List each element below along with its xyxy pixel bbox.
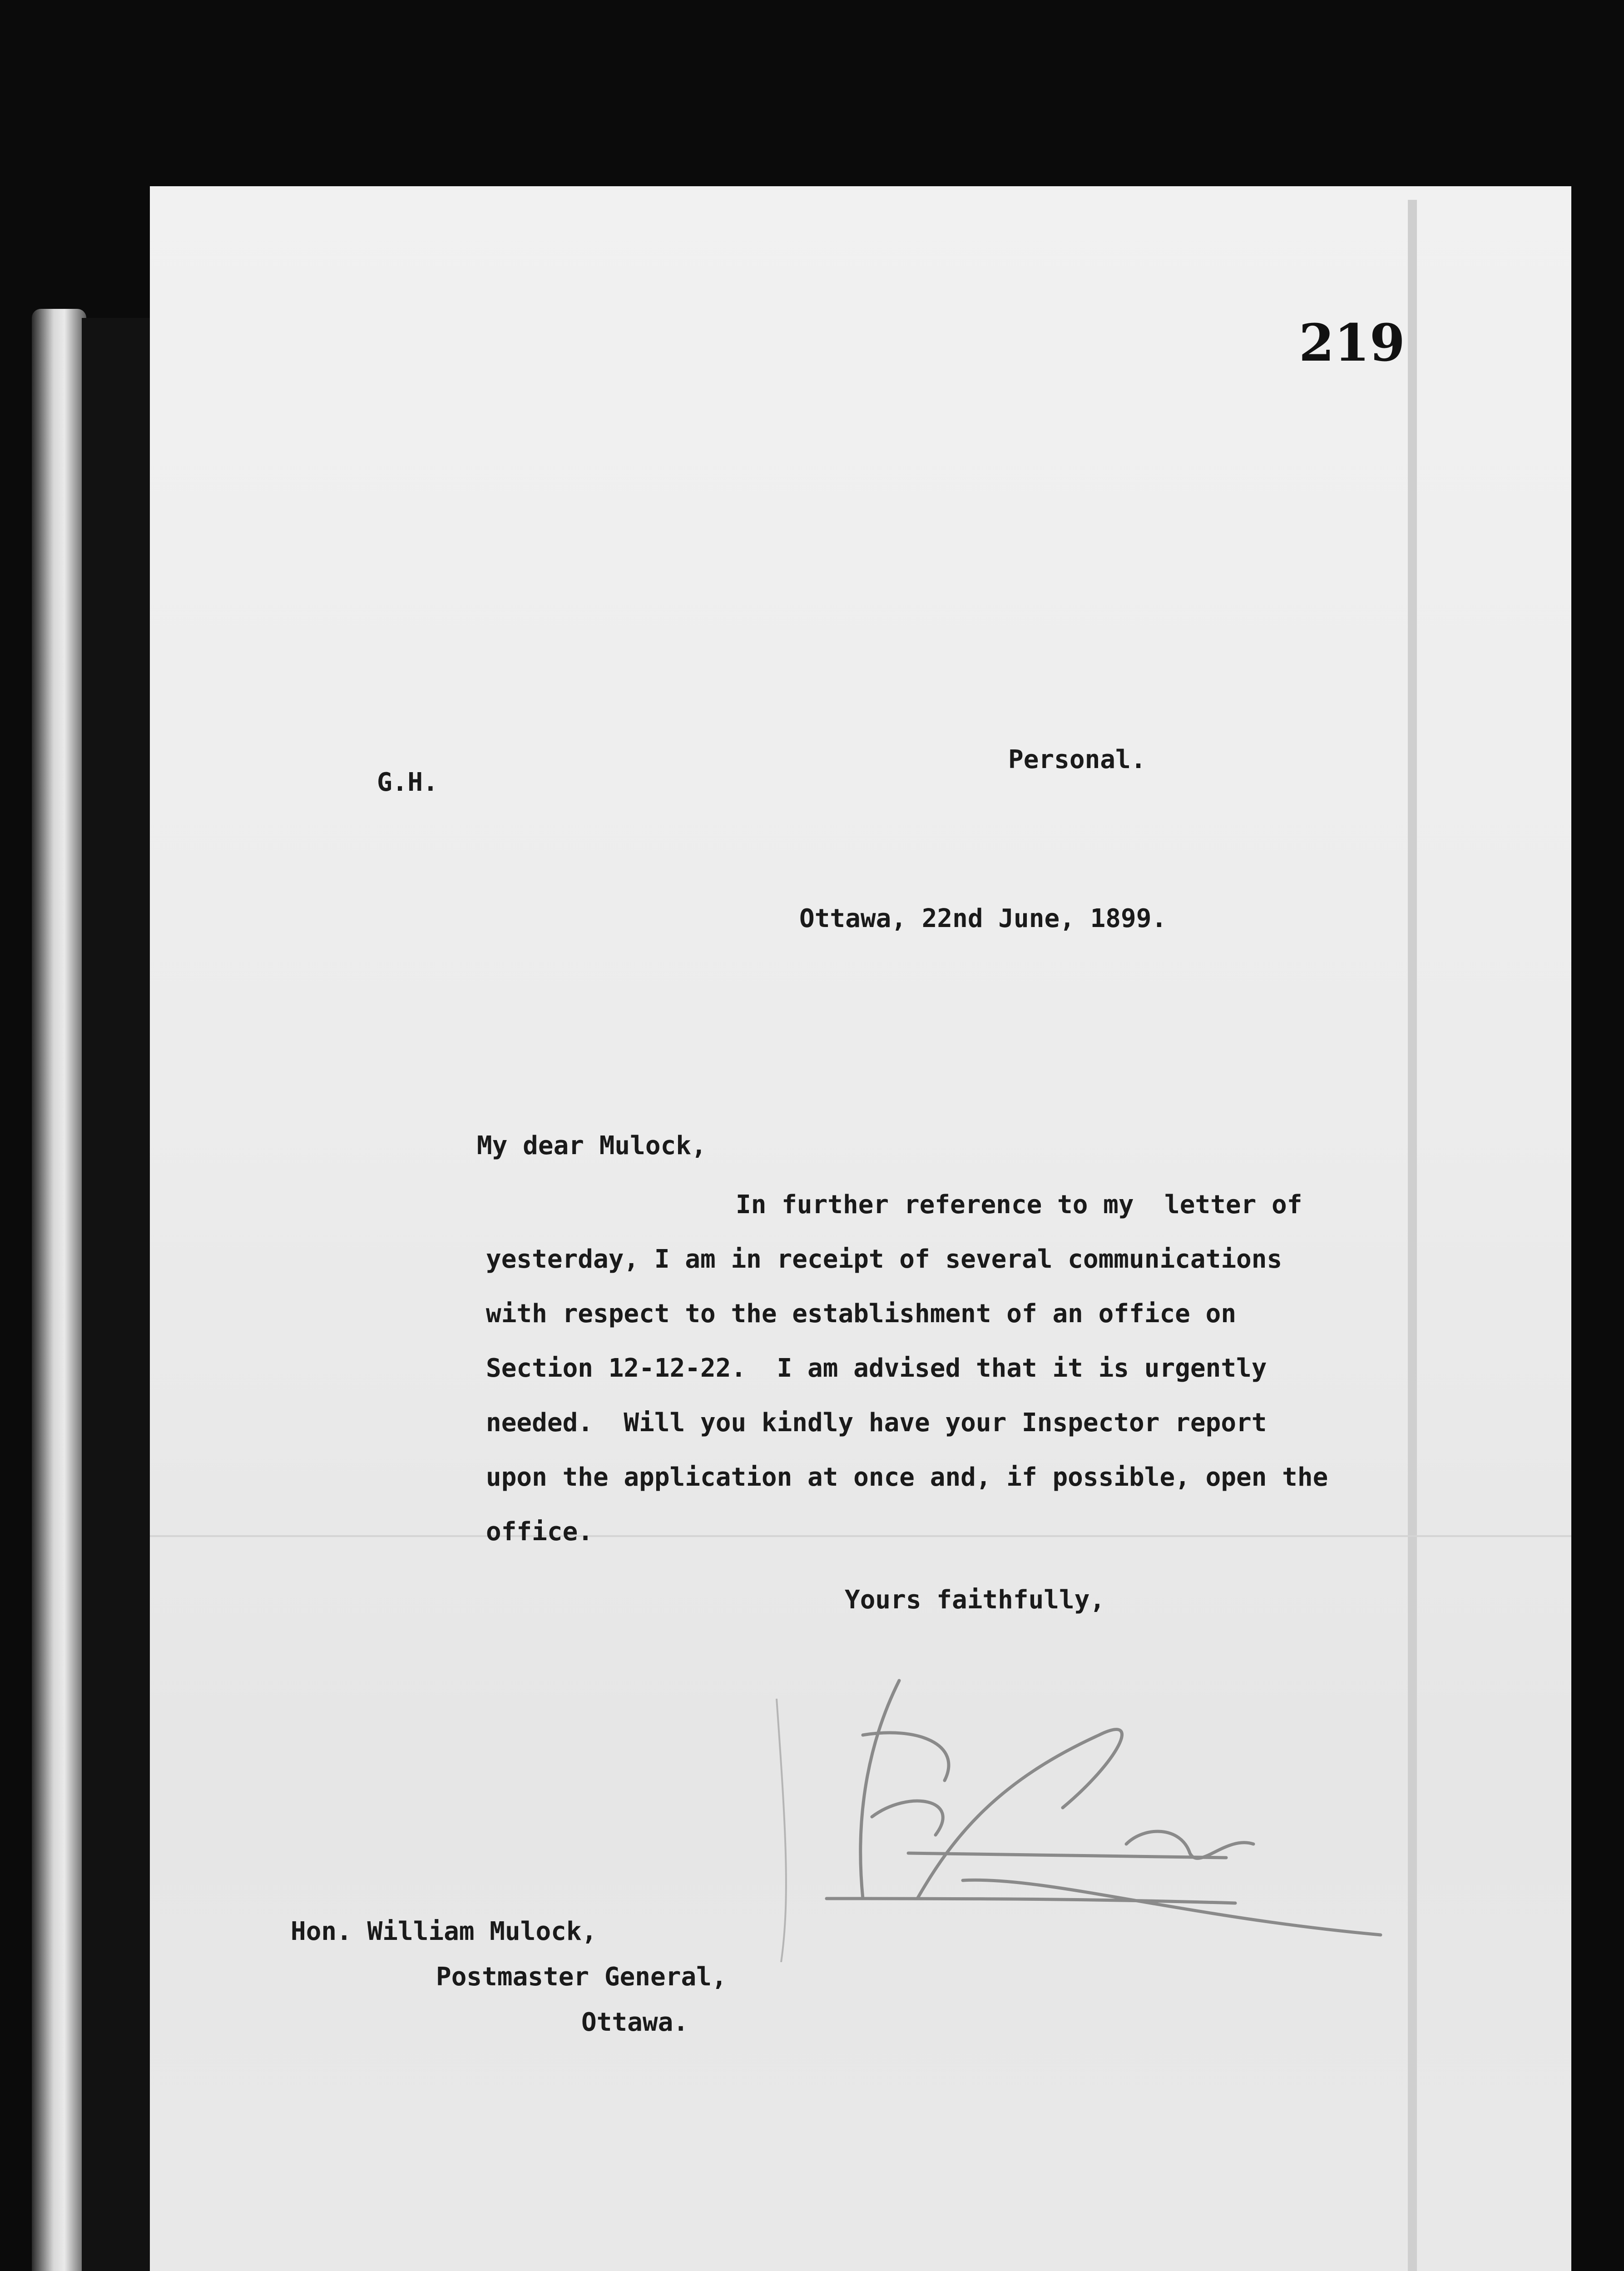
- fold-line: [150, 1535, 1571, 1537]
- binding-edge: [32, 309, 86, 2271]
- body-line: office.: [486, 1517, 594, 1547]
- addressee-name: Hon. William Mulock,: [291, 1917, 597, 1946]
- salutation: My dear Mulock,: [477, 1131, 707, 1160]
- closing: Yours faithfully,: [845, 1585, 1105, 1615]
- body-line: needed. Will you kindly have your Inspector report: [486, 1408, 1267, 1438]
- addressee-title: Postmaster General,: [436, 1962, 727, 1992]
- body-line: upon the application at once and, if possible, open the: [486, 1463, 1328, 1492]
- sheet-edge: [1408, 200, 1417, 2271]
- dateline: Ottawa, 22nd June, 1899.: [799, 904, 1167, 933]
- body-line: with respect to the establishment of an office on: [486, 1299, 1237, 1329]
- handwritten-signature: [772, 1644, 1408, 1962]
- file-initials: G.H.: [377, 768, 438, 797]
- personal-marking: Personal.: [1008, 745, 1146, 774]
- body-line: Section 12-12-22. I am advised that it is urgently: [486, 1354, 1267, 1383]
- page-number: 219: [1299, 313, 1405, 373]
- addressee-city: Ottawa.: [581, 2008, 689, 2037]
- body-line: In further reference to my letter of: [736, 1190, 1302, 1220]
- body-line: yesterday, I am in receipt of several communications: [486, 1245, 1282, 1274]
